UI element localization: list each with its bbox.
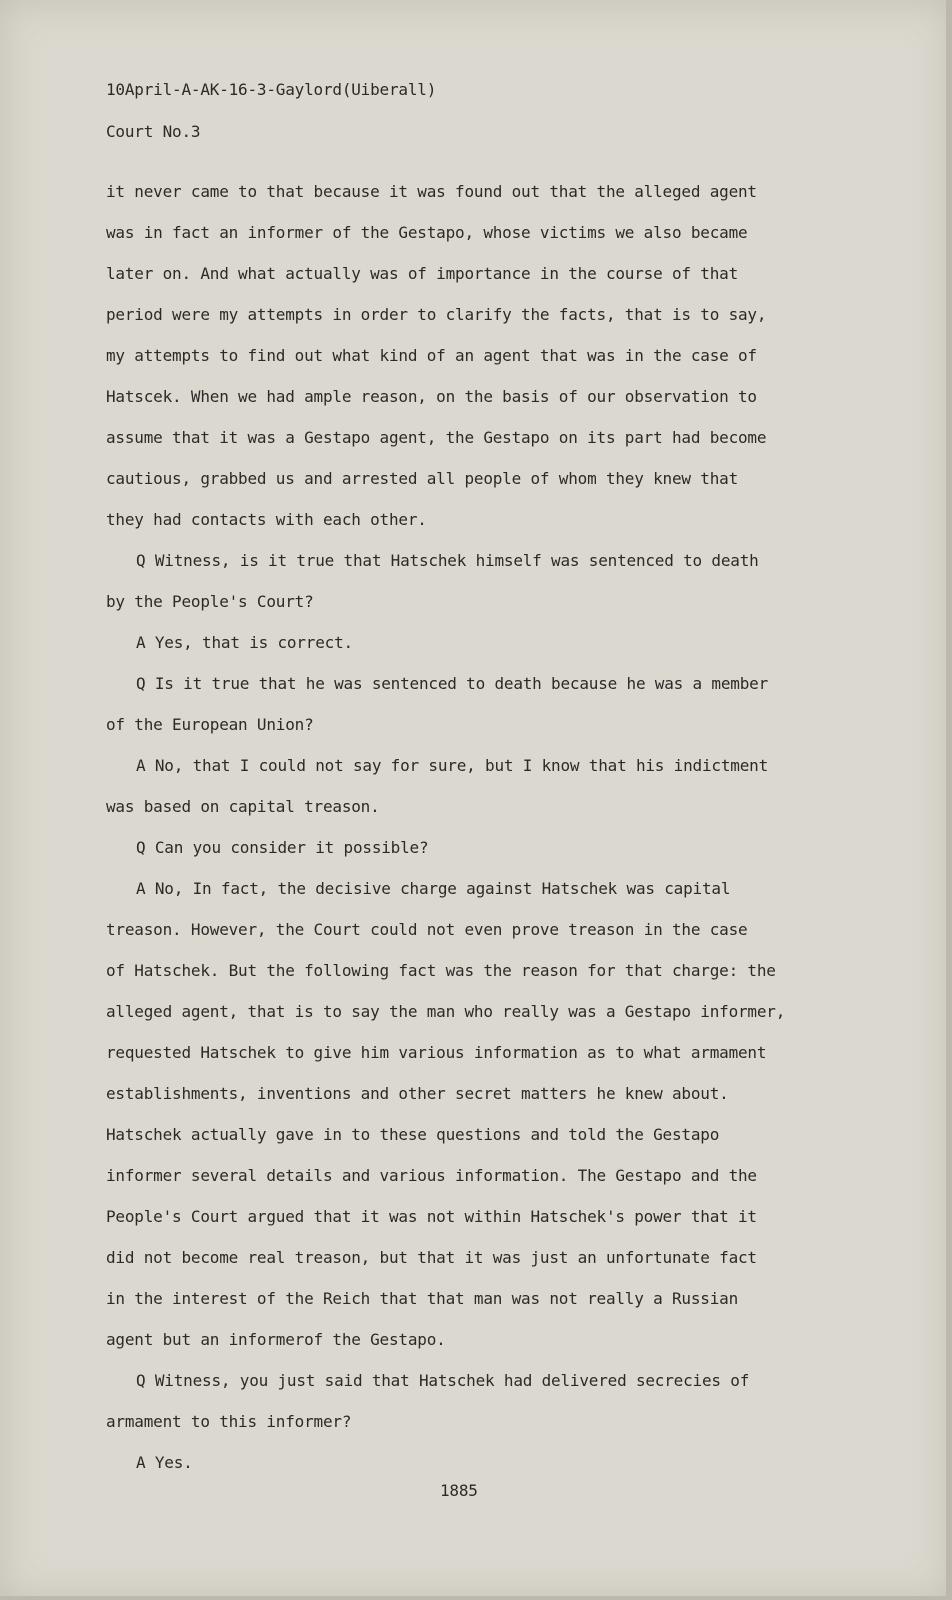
body-line: was based on capital treason.	[106, 797, 380, 816]
header-court: Court No.3	[106, 122, 201, 141]
body-line: agent but an informerof the Gestapo.	[106, 1330, 446, 1349]
page-number: 1885	[440, 1481, 478, 1500]
body-line: informer several details and various information. The Gestapo and the	[106, 1166, 757, 1185]
body-line: they had contacts with each other.	[106, 510, 427, 529]
body-line: establishments, inventions and other secret matters he knew about.	[106, 1084, 729, 1103]
body-line: armament to this informer?	[106, 1412, 352, 1431]
answer-line: A Yes, that is correct.	[136, 633, 353, 652]
body-line: in the interest of the Reich that that man was not really a Russian	[106, 1289, 738, 1308]
body-line: treason. However, the Court could not even prove treason in the case	[106, 920, 748, 939]
body-line: period were my attempts in order to clarify the facts, that is to say,	[106, 305, 767, 324]
header-reference: 10April-A-AK-16-3-Gaylord(Uiberall)	[106, 80, 437, 99]
body-line: later on. And what actually was of importance in the course of that	[106, 264, 738, 283]
body-line: Hatschek actually gave in to these questions and told the Gestapo	[106, 1125, 720, 1144]
answer-line: A No, that I could not say for sure, but I know that his indictment	[136, 756, 768, 775]
body-line: assume that it was a Gestapo agent, the Gestapo on its part had become	[106, 428, 767, 447]
question-line: Q Witness, you just said that Hatschek had delivered secrecies of	[136, 1371, 750, 1390]
question-line: Q Witness, is it true that Hatschek himself was sentenced to death	[136, 551, 759, 570]
body-line: my attempts to find out what kind of an agent that was in the case of	[106, 346, 757, 365]
answer-line: A No, In fact, the decisive charge against Hatschek was capital	[136, 879, 731, 898]
body-line: Hatscek. When we had ample reason, on the basis of our observation to	[106, 387, 757, 406]
body-line: it never came to that because it was found out that the alleged agent	[106, 182, 757, 201]
body-line: alleged agent, that is to say the man who really was a Gestapo informer,	[106, 1002, 786, 1021]
question-line: Q Is it true that he was sentenced to death because he was a member	[136, 674, 768, 693]
body-line: of Hatschek. But the following fact was the reason for that charge: the	[106, 961, 776, 980]
body-line: was in fact an informer of the Gestapo, whose victims we also became	[106, 223, 748, 242]
body-line: cautious, grabbed us and arrested all people of whom they knew that	[106, 469, 738, 488]
body-line: of the European Union?	[106, 715, 314, 734]
body-line: by the People's Court?	[106, 592, 314, 611]
body-line: requested Hatschek to give him various information as to what armament	[106, 1043, 767, 1062]
body-line: People's Court argued that it was not within Hatschek's power that it	[106, 1207, 757, 1226]
question-line: Q Can you consider it possible?	[136, 838, 429, 857]
body-line: did not become real treason, but that it was just an unfortunate fact	[106, 1248, 757, 1267]
answer-line: A Yes.	[136, 1453, 193, 1472]
